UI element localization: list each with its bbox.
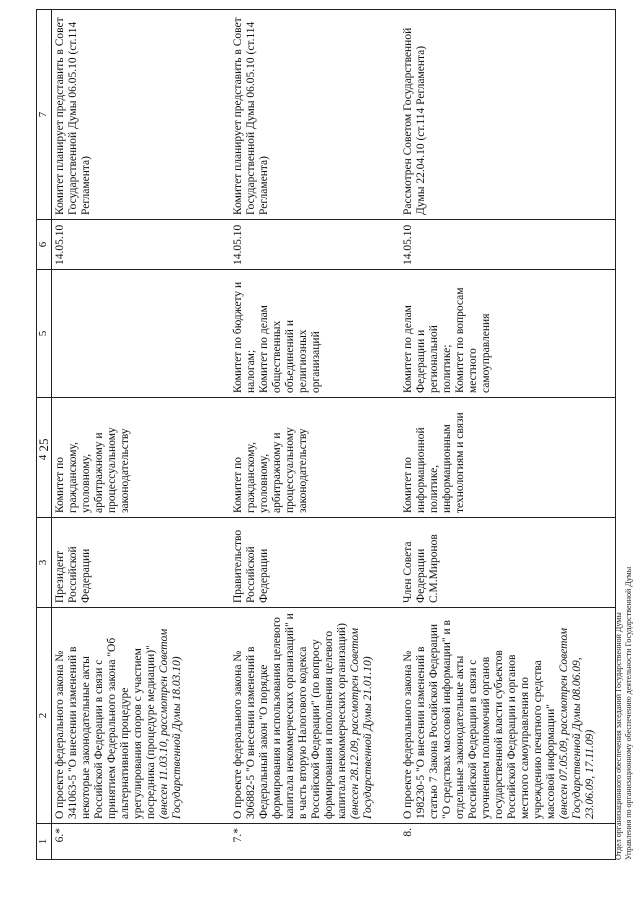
bill-description bbox=[230, 608, 400, 824]
date: 14.05.10 bbox=[230, 220, 400, 270]
table-header-row bbox=[37, 10, 52, 860]
page-footer bbox=[614, 567, 633, 860]
row-number: 8. bbox=[400, 824, 616, 860]
date: 14.05.10 bbox=[400, 220, 616, 270]
bill-title: О проекте федерального закона № 198230-5 "О внесении изменений в статью 7 Закона Российской Федерации "О средствах массовой информации" и в отдельные законодательные акты Российской Федерации в связи с уточнением полномочий органов государственной власти субъектов Российской Федерации и органов местного самоуправления по учреждению печатного средства массовой информации" bbox=[401, 620, 557, 819]
bill-note: (внесен 11.03.10, рассмотрен Советом Государственной Думы 18.03.10) bbox=[158, 628, 183, 819]
bill-description bbox=[52, 608, 230, 824]
bill-author: Член Совета Федерации С.М.Миронов bbox=[400, 518, 616, 608]
row-number: 7.* bbox=[230, 824, 400, 860]
column-header: 4 bbox=[37, 398, 52, 518]
responsible-committee: Комитет по информационной политике, информационным технологиям и связи bbox=[400, 398, 616, 518]
bills-table bbox=[36, 9, 616, 860]
footer-line: Управления по организационному обеспечению деятельности Государственной Думы bbox=[623, 566, 633, 860]
table-row bbox=[400, 10, 616, 860]
status-note: Комитет планирует представить в Совет Государственной Думы 06.05.10 (ст.114 Регламента) bbox=[52, 10, 230, 220]
status-note: Рассмотрен Советом Государственной Думы 22.04.10 (ст.114 Регламента) bbox=[400, 10, 616, 220]
column-header: 7 bbox=[37, 10, 52, 220]
co-committees bbox=[52, 270, 230, 398]
bill-description bbox=[400, 608, 616, 824]
table-row bbox=[230, 10, 400, 860]
footer-line: Отдел организационного обеспечения заседаний Государственной Думы bbox=[614, 612, 623, 860]
column-header: 3 bbox=[37, 518, 52, 608]
column-header: 6 bbox=[37, 220, 52, 270]
row-number: 6.* bbox=[52, 824, 230, 860]
date: 14.05.10 bbox=[52, 220, 230, 270]
page-number: 25 bbox=[36, 438, 51, 452]
bill-author: Президент Российской Федерации bbox=[52, 518, 230, 608]
column-header: 5 bbox=[37, 270, 52, 398]
bill-note: (внесен 28.12.09, рассмотрен Советом Государственной Думы 21.01.10) bbox=[348, 627, 374, 819]
responsible-committee: Комитет по гражданскому, уголовному, арбитражному и процессуальному законодательству bbox=[230, 398, 400, 518]
column-header: 2 bbox=[37, 608, 52, 824]
bill-author: Правительство Российской Федерации bbox=[230, 518, 400, 608]
co-committees: Комитет по бюджету и налогам; Комитет по делам общественных объединений и религиозных организаций bbox=[230, 270, 400, 398]
bill-title: О проекте федерального закона № 306882-5 "О внесении изменений в Федеральный закон "О порядке формирования и использования целевого капитала некоммерческих организаций" и в часть вторую Налогового кодекса Российской Федерации" (по вопросу формирования и пополнения целевого капитала некоммерческих организаций) bbox=[231, 613, 348, 819]
co-committees: Комитет по делам Федерации и региональной политике; Комитет по вопросам местного самоуправления bbox=[400, 270, 616, 398]
column-header: 1 bbox=[37, 824, 52, 860]
table-row bbox=[52, 10, 230, 860]
responsible-committee: Комитет по гражданскому, уголовному, арбитражному и процессуальному законодательству bbox=[52, 398, 230, 518]
bill-title: О проекте федерального закона № 341063-5 "О внесении изменений в некоторые законодательные акты Российской Федерации в связи с принятием Федерального закона "Об альтернативной процедуре урегулирования споров с участием посредника (процедуре медиации)" bbox=[54, 637, 157, 819]
status-note: Комитет планирует представить в Совет Государственной Думы 06.05.10 (ст.114 Регламента) bbox=[230, 10, 400, 220]
bill-note: (внесен 07.05.09, рассмотрен Советом Государственной Думы 08.06.09, 23.06.09, 17.11.09) bbox=[557, 627, 596, 819]
